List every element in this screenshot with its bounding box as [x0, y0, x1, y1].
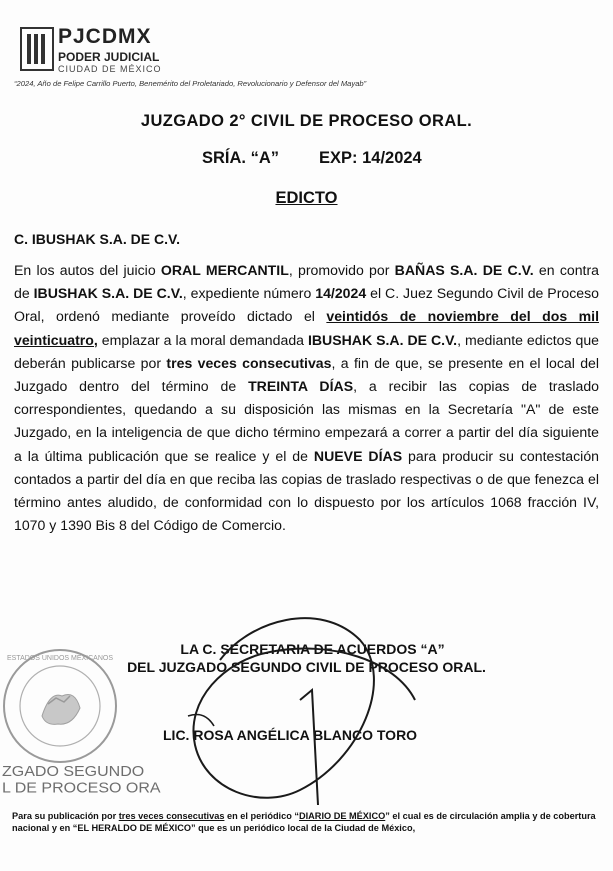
edict-body: En los autos del juicio ORAL MERCANTIL, promovido por BAÑAS S.A. DE C.V. en contra de IBUSHAK S.A. DE C.V., expediente número 14/2024 el C. Juez Segundo Civil de Proceso Oral, ordenó mediante proveído dictado el veintidós de noviembre del dos mil veinticuatro, emplazar a la moral demandada IBUSHAK S.A. DE C.V., mediante edictos que deberán publicarse por tres veces consecutivas, a fin de que, se presente en el local del Juzgado dentro del término de TREINTA DÍAS, a recibir las copias de traslado correspondientes, quedando a su disposición las mismas en la Secretaría "A" de este Juzgado, en la inteligencia de que dicho término empezará a correr a partir del día siguiente a la última publicación que se realice y el de NUEVE DÍAS para producir su contestación contados a partir del día en que reciba las copias de traslado respectivas o de que fenezca el término antes aludido, de conformidad con lo dispuesto por los artículos 1068 fracción IV, 1070 y 1390 Bis 8 del Código de Comercio.	[14, 262, 600, 534]
seal-text: ESTADOS UNIDOS MEXICANOS	[6, 655, 114, 662]
logo-abbreviation: PJCDMX	[58, 25, 152, 48]
hearing-date: veintidós de noviembre del dos mil veinticuatro,	[14, 308, 599, 348]
addressee: C. IBUSHAK S.A. DE C.V.	[14, 231, 180, 247]
signer-title-line2: DEL JUZGADO SEGUNDO CIVIL DE PROCESO ORAL.	[127, 659, 486, 675]
signer-name: LIC. ROSA ANGÉLICA BLANCO TORO	[163, 727, 418, 743]
pjcdmx-logo	[20, 27, 170, 73]
document-title: EDICTO	[275, 189, 338, 207]
pjcdmx-emblem-icon	[20, 27, 54, 71]
signer-title-line1: LA C. SECRETARIA DE ACUERDOS “A”	[180, 641, 445, 657]
logo-name: PODER JUDICIAL	[58, 50, 160, 64]
court-stamp: ZGADO SEGUNDO L DE PROCESO ORA	[2, 763, 161, 797]
year-motto: “2024, Año de Felipe Carrillo Puerto, Benemérito del Proletariado, Revolucionario y Defensor del Mayab”	[14, 79, 367, 88]
logo-city: CIUDAD DE MÉXICO	[58, 64, 162, 74]
expediente-number: EXP: 14/2024	[319, 149, 422, 167]
secretaria-label: SRÍA. “A”	[202, 149, 280, 167]
publication-footnote: Para su publicación por tres veces consecutivas en el periódico “DIARIO DE MÉXICO” el cual es de circulación amplia y de cobertura nacional y en “EL HERALDO DE MÉXICO” que es un periódico local de la Ciudad de México,	[12, 811, 596, 833]
court-heading: JUZGADO 2° CIVIL DE PROCESO ORAL.	[140, 112, 473, 130]
